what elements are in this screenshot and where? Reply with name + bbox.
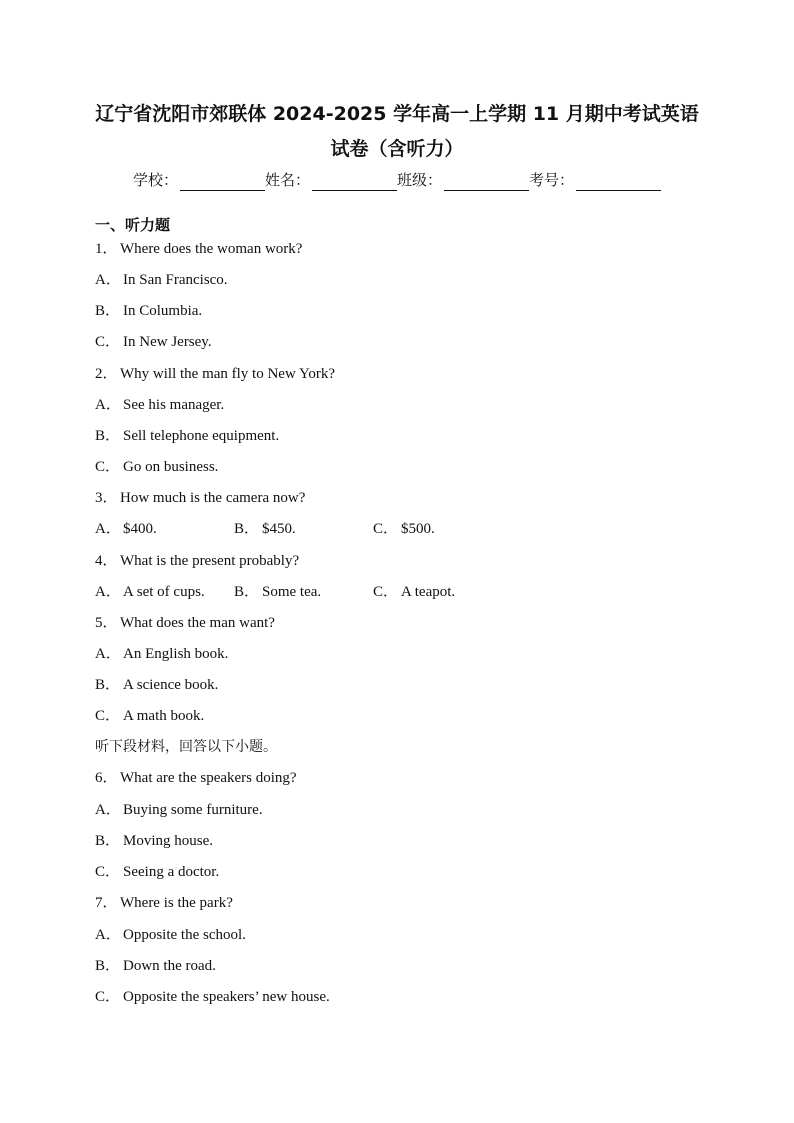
option-1a[interactable] bbox=[95, 270, 228, 290]
option-letter: A． bbox=[95, 646, 121, 662]
option-7b[interactable] bbox=[95, 956, 216, 976]
option-letter: A． bbox=[95, 802, 121, 818]
class-blank[interactable] bbox=[444, 174, 529, 191]
option-text: An English book. bbox=[123, 646, 229, 662]
option-letter: C． bbox=[95, 334, 121, 350]
question-number: 5． bbox=[95, 615, 118, 631]
option-2a[interactable] bbox=[95, 395, 224, 415]
option-letter: B． bbox=[95, 833, 121, 849]
document-title-line-2: 试卷（含听力） bbox=[330, 138, 464, 160]
question-5 bbox=[95, 613, 275, 633]
option-text: In San Francisco. bbox=[123, 272, 228, 288]
option-letter: A． bbox=[95, 272, 121, 288]
question-text: Where is the park? bbox=[120, 895, 233, 911]
question-7 bbox=[95, 893, 233, 913]
option-letter: C． bbox=[95, 864, 121, 880]
option-letter: C． bbox=[373, 584, 399, 600]
option-letter: B． bbox=[95, 428, 121, 444]
question-3 bbox=[95, 488, 305, 508]
option-letter: B． bbox=[95, 303, 121, 319]
question-number: 3． bbox=[95, 490, 118, 506]
option-6b[interactable] bbox=[95, 831, 213, 851]
option-text: A math book. bbox=[123, 708, 205, 724]
option-text: A set of cups. bbox=[123, 584, 205, 600]
option-4b[interactable] bbox=[234, 582, 373, 602]
question-text: What is the present probably? bbox=[120, 553, 300, 569]
option-letter: B． bbox=[234, 521, 260, 537]
option-text: Buying some furniture. bbox=[123, 802, 263, 818]
option-text: Moving house. bbox=[123, 833, 213, 849]
option-3c[interactable] bbox=[373, 519, 435, 539]
option-text: $450. bbox=[262, 521, 296, 537]
option-text: Seeing a doctor. bbox=[123, 864, 220, 880]
option-text: See his manager. bbox=[123, 397, 225, 413]
number-blank[interactable] bbox=[576, 174, 661, 191]
option-letter: C． bbox=[373, 521, 399, 537]
option-2b[interactable] bbox=[95, 426, 279, 446]
question-6 bbox=[95, 768, 297, 788]
option-letter: B． bbox=[95, 958, 121, 974]
option-text: $500. bbox=[401, 521, 435, 537]
question-2 bbox=[95, 364, 335, 384]
option-letter: A． bbox=[95, 397, 121, 413]
question-number: 6． bbox=[95, 770, 118, 786]
number-label: 考号： bbox=[529, 171, 575, 189]
name-field bbox=[265, 169, 397, 191]
name-label: 姓名： bbox=[264, 171, 310, 189]
option-text: $400. bbox=[123, 521, 157, 537]
question-number: 1． bbox=[95, 241, 118, 257]
listening-instruction: 听下段材料，回答以下小题。 bbox=[95, 739, 277, 755]
option-7c[interactable] bbox=[95, 987, 330, 1007]
option-text: In Columbia. bbox=[123, 303, 203, 319]
option-1b[interactable] bbox=[95, 301, 202, 321]
option-6a[interactable] bbox=[95, 800, 263, 820]
question-number: 2． bbox=[95, 366, 118, 382]
option-text: In New Jersey. bbox=[123, 334, 212, 350]
question-text: What are the speakers doing? bbox=[120, 770, 297, 786]
option-5b[interactable] bbox=[95, 675, 218, 695]
option-4a[interactable] bbox=[95, 582, 234, 602]
options-4 bbox=[95, 582, 455, 602]
school-label: 学校： bbox=[132, 171, 178, 189]
option-letter: B． bbox=[234, 584, 260, 600]
option-7a[interactable] bbox=[95, 925, 246, 945]
question-number: 4． bbox=[95, 553, 118, 569]
section-heading-listening: 一、听力题 bbox=[95, 216, 171, 234]
option-text: A teapot. bbox=[401, 584, 456, 600]
options-3 bbox=[95, 519, 435, 539]
option-letter: C． bbox=[95, 708, 121, 724]
option-letter: B． bbox=[95, 677, 121, 693]
option-letter: C． bbox=[95, 459, 121, 475]
class-field bbox=[397, 169, 529, 191]
student-info-row bbox=[0, 169, 794, 191]
option-3a[interactable] bbox=[95, 519, 234, 539]
option-letter: A． bbox=[95, 521, 121, 537]
option-text: A science book. bbox=[123, 677, 219, 693]
question-text: Why will the man fly to New York? bbox=[120, 366, 335, 382]
option-2c[interactable] bbox=[95, 457, 218, 477]
option-text: Go on business. bbox=[123, 459, 219, 475]
option-5a[interactable] bbox=[95, 644, 228, 664]
question-text: What does the man want? bbox=[120, 615, 275, 631]
school-field bbox=[133, 169, 265, 191]
class-label: 班级： bbox=[397, 171, 443, 189]
option-6c[interactable] bbox=[95, 862, 219, 882]
option-5c[interactable] bbox=[95, 706, 204, 726]
number-field bbox=[529, 169, 661, 191]
option-letter: C． bbox=[95, 989, 121, 1005]
question-1 bbox=[95, 239, 302, 259]
option-text: Opposite the school. bbox=[123, 927, 246, 943]
name-blank[interactable] bbox=[312, 174, 397, 191]
document-title-line-1: 辽宁省沈阳市郊联体 2024-2025 学年高一上学期 11 月期中考试英语 bbox=[95, 103, 699, 125]
option-4c[interactable] bbox=[373, 582, 455, 602]
option-letter: A． bbox=[95, 584, 121, 600]
question-text: How much is the camera now? bbox=[120, 490, 306, 506]
question-number: 7． bbox=[95, 895, 118, 911]
question-text: Where does the woman work? bbox=[120, 241, 303, 257]
option-1c[interactable] bbox=[95, 332, 212, 352]
school-blank[interactable] bbox=[180, 174, 265, 191]
option-text: Sell telephone equipment. bbox=[123, 428, 280, 444]
option-text: Opposite the speakers’ new house. bbox=[123, 989, 330, 1005]
option-letter: A． bbox=[95, 927, 121, 943]
question-4 bbox=[95, 551, 299, 571]
option-3b[interactable] bbox=[234, 519, 373, 539]
option-text: Down the road. bbox=[123, 958, 216, 974]
option-text: Some tea. bbox=[262, 584, 322, 600]
